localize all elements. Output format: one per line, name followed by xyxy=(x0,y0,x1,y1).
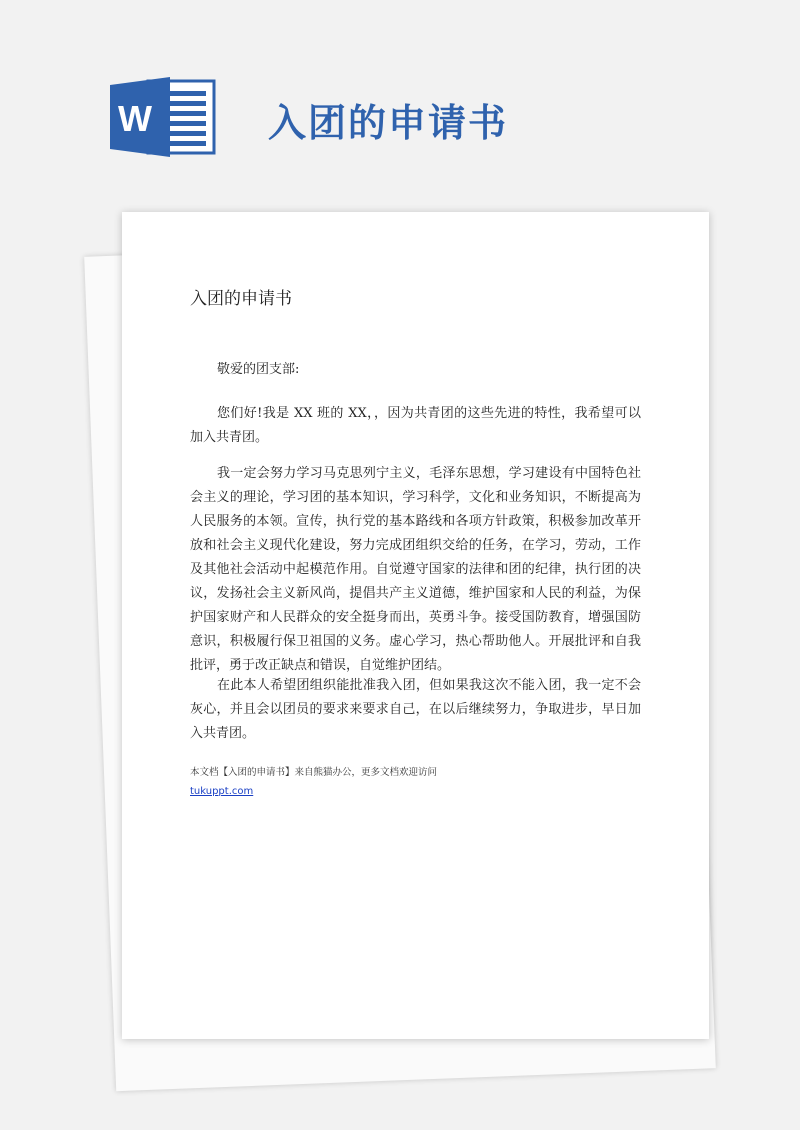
header xyxy=(0,0,800,200)
header-title: 入团的申请书 xyxy=(268,101,509,145)
document-title: 入团的申请书 xyxy=(190,289,292,309)
word-logo-letter: W xyxy=(118,98,152,139)
salutation: 敬爱的团支部: xyxy=(217,362,300,377)
document-page xyxy=(122,212,709,1039)
footer-note: 本文档【入团的申请书】来自熊猫办公，更多文档欢迎访问 xyxy=(190,767,438,778)
footer-link[interactable]: tukuppt.com xyxy=(190,786,254,797)
paragraph-commitment: 我一定会努力学习马克思列宁主义，毛泽东思想，学习建设有中国特色社会主义的理论，学习团的基本知识，学习科学，文化和业务知识，不断提高为人民服务的本领。宣传，执行党的基本路线和各项方针政策，积极参加改革开放和社会主义现代化建设，努力完成团组织交给的任务，在学习，劳动，工作及其他社会活动中起模范作用。自觉遵守国家的法律和团的纪律，执行团的决议，发扬社会主义新风尚，提倡共产主义道德，维护国家和人民的利益，为保护国家财产和人民群众的安全挺身而出，英勇斗争。接受国防教育，增强国防意识，积极履行保卫祖国的义务。虚心学习，热心帮助他人。开展批评和自我批评，勇于改正缺点和错误，自觉维护团结。 xyxy=(190,466,641,673)
word-icon xyxy=(110,75,218,159)
paragraph-closing: 在此本人希望团组织能批准我入团，但如果我这次不能入团，我一定不会灰心，并且会以团员的要求来要求自己，在以后继续努力，争取进步，早日加入共青团。 xyxy=(190,678,641,741)
paragraph-intro: 您们好!我是 XX 班的 XX，，因为共青团的这些先进的特性，我希望可以加入共青团。 xyxy=(190,406,641,445)
